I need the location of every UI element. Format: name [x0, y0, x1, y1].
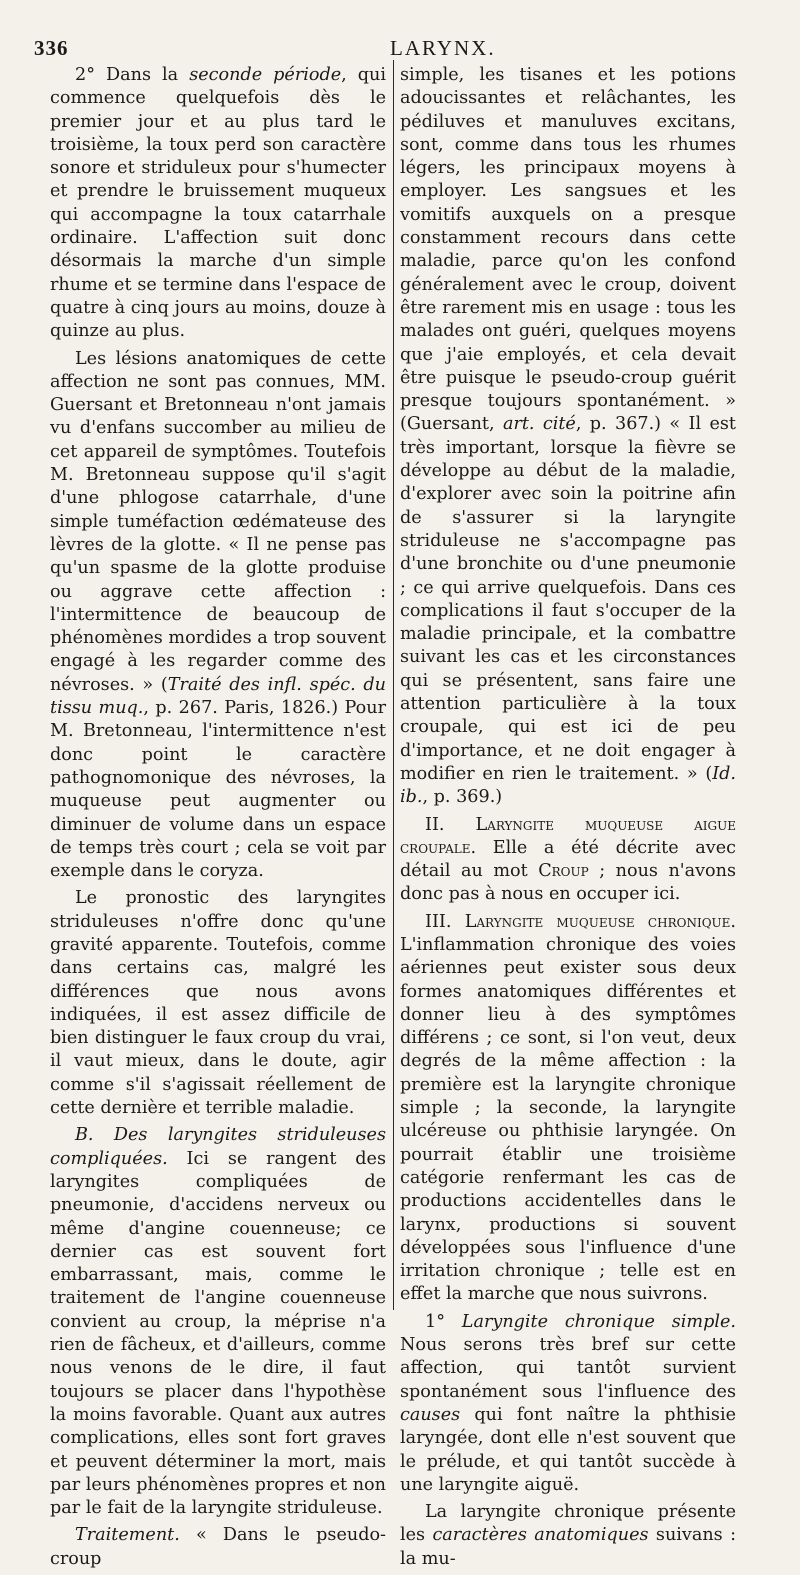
paragraph-anatomical-characters: La laryngite chronique présente les caractères anatomiques suivans : la mu- — [400, 1502, 736, 1569]
paragraph-treatment: Traitement. « Dans le pseudo-croup — [50, 1525, 386, 1569]
paragraph-second-period: 2° Dans la seconde période, qui commence quelquefois dès le premier jour et au plus tard le troisième, la toux perd son caractère sonore et striduleux pour s'humecter et prendre le bruissement muqueux qui accompagne la toux catarrhale ordinaire. L'affection suit donc désormais la marche d'un simple rhume et se termine dans l'espace de quatre à cinq jours au moins, douze à quinze au plus. — [50, 65, 387, 342]
paragraph-treatment-continued: simple, les tisanes et les potions adoucissantes et relâchantes, les pédiluves et manuluves excitans, sont, comme dans tous les rhumes légers, les principaux moyens à employer. Les sangsues et les vomitifs auxquels on a presque constamment recours dans cette maladie, parce qu'on les confond généralement avec le croup, doivent être rarement mis en usage : tous les malades ont guéri, quelques moyens que j'aie employés, et cela devait être puisque le pseudo-croup guérit presque toujours spontanément. » (Guersant, art. cité, p. 367.) « Il est très important, lorsque la fièvre se développe au début de la maladie, d'explorer avec soin la poitrine afin de s'assurer si la laryngite striduleuse ne s'accompagne pas d'une bronchite ou d'une pneumonie ; ce qui arrive quelquefois. Dans ces complications il faut s'occuper de la maladie principale, et la combattre suivant les cas et les circonstances qui se présentent, sans faire une attention particulière à la toux croupale, qui est ici de peu d'importance, et ne doit engager à modifier en rien le traitement. » (Id. ib., p. 369.) — [400, 65, 736, 808]
page-number: 336 — [34, 36, 69, 60]
page-header — [34, 36, 786, 64]
column-divider — [393, 60, 394, 1310]
running-head: LARYNX. — [390, 36, 496, 60]
paragraph-anatomical-lesions: Les lésions anatomiques de cette affection ne sont pas connues, MM. Guersant et Bretonneau n'ont jamais vu d'enfans succomber au milieu de cet appareil de symptômes. Toutefois M. Bretonneau suppose qu'il s'agit d'une phlogose catarrhale, d'une simple tuméfaction œdémateuse des lèvres de la glotte. « Il ne pense pas qu'un spasme de la glotte produise ou aggrave cette affection : l'intermittence de beaucoup de phénomènes mordides a trop souvent engagé à les regarder comme des névroses. » (Traité des infl. spéc. du tissu muq., p. 267. Paris, 1826.) Pour M. Bretonneau, l'intermittence n'est donc point le caractère pathognomonique des névroses, la muqueuse peut augmenter ou diminuer de volume dans un espace de temps très court ; cela se voit par exemple dans le coryza. — [50, 348, 386, 882]
paragraph-simple-chronic-laryngitis: 1° Laryngite chronique simple. Nous serons très bref sur cette affection, qui tantôt survient spontanément sous l'influence des causes qui font naître la phthisie laryngée, dont elle n'est souvent que le prélude, et qui tantôt succède à une laryngite aiguë. — [400, 1311, 736, 1495]
paragraph-prognosis: Le pronostic des laryngites striduleuses n'offre donc qu'une gravité apparente. Toutefois, comme dans certains cas, malgré les différences que nous avons indiquées, il est assez difficile de bien distinguer le faux croup du vrai, il vaut mieux, dans le doute, agir comme s'il s'agissait réellement de cette dernière et terrible maladie. — [50, 888, 386, 1119]
left-column — [50, 64, 386, 1575]
paragraph-complicated-laryngitis: B. Des laryngites striduleuses compliquées. Ici se rangent des laryngites compliquées de pneumonie, d'accidens nerveux ou même d'angine couenneuse; ce dernier cas est souvent fort embarrassant, mais, comme le traitement de l'angine couenneuse convient au croup, la méprise n'a rien de fâcheux, et d'ailleurs, comme nous venons de le dire, il faut toujours se placer dans l'hypothèse la moins favorable. Quant aux autres complications, elles sont fort graves et peuvent déterminer la mort, mais par leurs phénomènes propres et non par le fait de la laryngite striduleuse. — [50, 1125, 386, 1519]
paragraph-croupal-laryngitis: II. Laryngite muqueuse aigue croupale. Elle a été décrite avec détail au mot Croup ; nous n'avons donc pas à nous en occuper ici. — [400, 814, 736, 905]
paragraph-chronic-laryngitis: III. Laryngite muqueuse chronique. L'inflammation chronique des voies aériennes peut exister sous deux formes anatomiques différentes et donner lieu à des symptômes différens ; ce sont, si l'on veut, deux degrés de la même affection : la première est la laryngite chronique simple ; la seconde, la laryngite ulcéreuse ou phthisie laryngée. On pourrait établir une troisième catégorie renfermant les cas de productions accidentelles dans le larynx, productions si souvent développées sous l'influence d'une irritation chronique ; telle est en effet la marche que nous suivrons. — [400, 911, 736, 1305]
right-column — [400, 64, 736, 1575]
